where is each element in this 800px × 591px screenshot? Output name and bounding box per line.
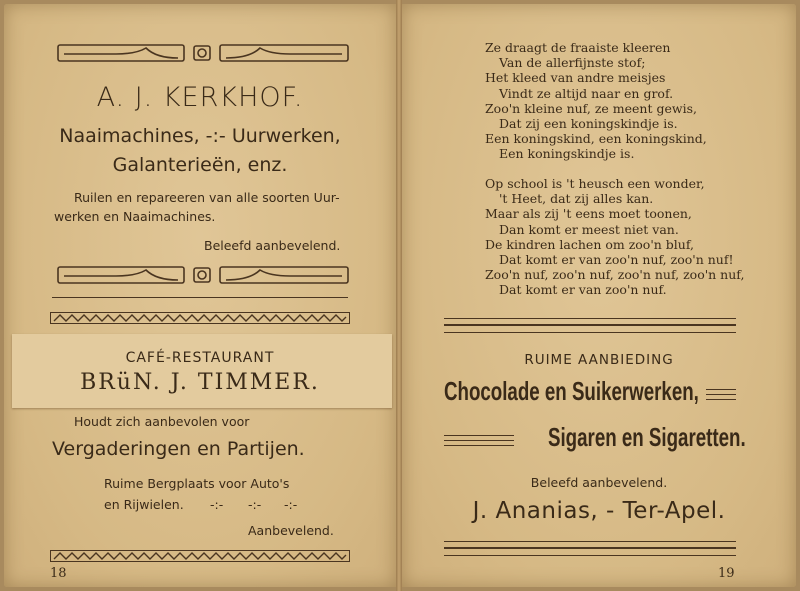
kerkhof-line2: Galanterieën, enz. <box>112 154 288 176</box>
poem-line: Dat komt er van zoo'n nuf, zoo'n nuf! <box>499 252 734 268</box>
deco-line <box>706 394 736 395</box>
offer-line1 <box>444 376 764 407</box>
kerkhof-desc1: Ruilen en repareeren van alle soorten Uur- <box>74 190 340 205</box>
poem-line: Dat zij een koningskindje is. <box>499 116 678 132</box>
offer-line1-text: Chocolade en Suikerwerken, <box>444 376 699 406</box>
poem-stanza-2 <box>485 176 744 298</box>
poem-line: Vindt ze altijd naar en grof. <box>499 85 674 101</box>
ornament-band-bottom <box>50 550 350 562</box>
poem-line: Zoo'n kleine nuf, ze meent gewis, <box>485 100 697 116</box>
kerkhof-recommend: Beleefd aanbevelend. <box>204 238 341 253</box>
rule <box>444 547 736 549</box>
ornament-band-top <box>50 312 350 324</box>
page-number-right: 19 <box>718 566 735 581</box>
rule <box>444 555 736 556</box>
poem-line: Dan komt er meest niet van. <box>499 221 679 237</box>
ornament-mid <box>56 264 350 288</box>
page-number-left: 18 <box>50 566 67 581</box>
rule <box>444 324 736 326</box>
poem-line: Een koningskindje is. <box>499 146 635 162</box>
deco-line <box>444 445 514 446</box>
cafe-caption: CAFÉ-RESTAURANT <box>125 350 275 366</box>
poem-line: Maar als zij 't eens moet toonen, <box>485 206 692 222</box>
separator-mark: -:- <box>284 497 298 512</box>
deco-line <box>444 440 514 441</box>
poem-line: Ze draagt de fraaiste kleeren <box>485 40 671 55</box>
poem-line: Het kleed van andre meisjes <box>485 70 666 86</box>
poem-line: De kindren lachen om zoo'n bluf, <box>485 236 694 252</box>
ananias-name: J. Ananias, - Ter-Apel. <box>472 498 726 524</box>
ornament-top <box>56 42 350 66</box>
offer-line2-text: Sigaren en Sigaretten. <box>548 422 746 452</box>
divider <box>52 297 348 298</box>
poem-line: Zoo'n nuf, zoo'n nuf, zoo'n nuf, zoo'n nuf, <box>485 267 745 283</box>
separator-mark: -:- <box>248 497 262 512</box>
timmer-desc2: en Rijwielen. <box>104 497 184 512</box>
poem-line: Op school is 't heusch een wonder, <box>485 176 705 191</box>
timmer-desc1: Ruime Bergplaats voor Auto's <box>104 476 290 491</box>
timmer-name: BRüN. J. TIMMER. <box>80 370 320 395</box>
offer-caption: RUIME AANBIEDING <box>524 352 674 368</box>
right-page <box>402 4 796 587</box>
deco-line <box>706 389 736 390</box>
kerkhof-name: A. J. KERKHOF. <box>96 82 304 113</box>
left-page <box>4 4 396 587</box>
poem-line: 't Heet, dat zij alles kan. <box>499 191 654 207</box>
rule <box>444 332 736 333</box>
kerkhof-desc2: werken en Naaimachines. <box>54 209 216 224</box>
deco-line <box>706 399 736 400</box>
rule <box>444 318 736 319</box>
rule <box>444 541 736 542</box>
timmer-line2: Vergaderingen en Partijen. <box>52 438 305 460</box>
timmer-line1: Houdt zich aanbevolen voor <box>74 414 250 429</box>
poem-line: Dat komt er van zoo'n nuf. <box>499 282 667 298</box>
timmer-recommend: Aanbevelend. <box>248 523 334 538</box>
poem-line: Van de allerfijnste stof; <box>499 55 646 71</box>
kerkhof-line1: Naaimachines, -:- Uurwerken, <box>59 125 341 147</box>
poem-line: Een koningskind, een koningskind, <box>485 131 707 147</box>
offer-line2 <box>548 422 748 453</box>
separator-mark: -:- <box>210 497 224 512</box>
deco-line <box>444 435 514 436</box>
poem-stanza-1 <box>485 40 707 162</box>
offer-recommend: Beleefd aanbevelend. <box>530 475 668 490</box>
